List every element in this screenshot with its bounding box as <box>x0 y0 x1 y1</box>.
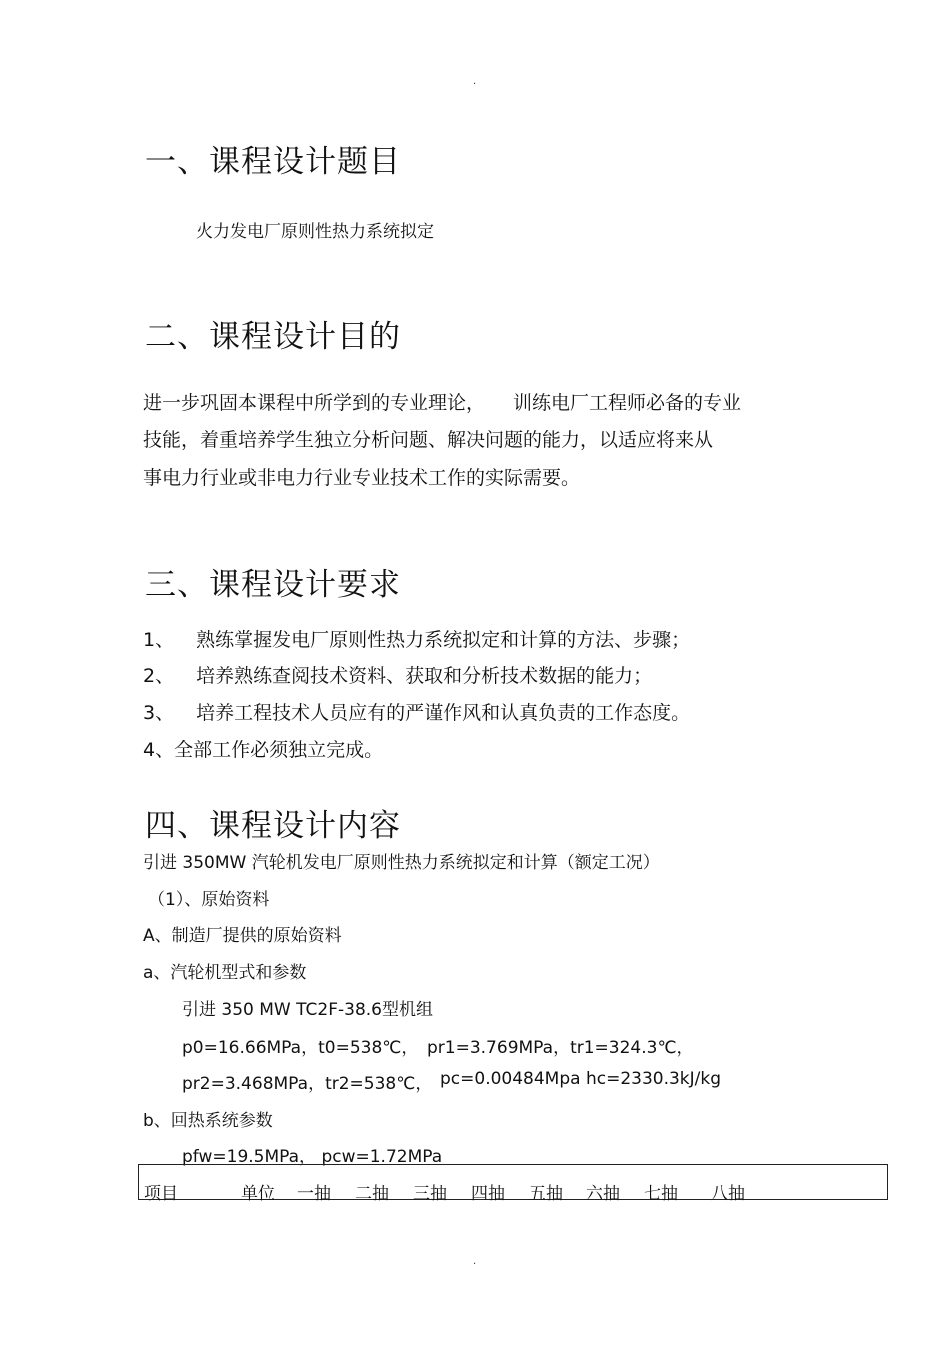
table-header: 五抽 <box>529 1184 563 1204</box>
feedwater-pressure: pfw=19.5MPa， pcw=1.72MPa <box>182 1147 443 1167</box>
param-line-2-right: pc=0.00484Mpa hc=2330.3kJ/kg <box>440 1069 722 1089</box>
section-4-intro: 引进 350MW 汽轮机发电厂原则性热力系统拟定和计算（额定工况） <box>143 853 660 873</box>
section-1-heading: 一、课程设计题目 <box>145 144 401 180</box>
extraction-table <box>138 1164 888 1204</box>
regen-system-label: b、回热系统参数 <box>143 1111 273 1131</box>
table-header: 三抽 <box>413 1184 447 1204</box>
requirement-item-3 <box>143 698 690 725</box>
requirement-item-1 <box>143 625 690 652</box>
requirement-num: 1、 <box>143 629 175 651</box>
requirement-num: 4、 <box>143 739 175 761</box>
requirement-item-2 <box>143 661 652 688</box>
requirement-text: 全部工作必须独立完成。 <box>174 739 384 761</box>
table-header: 七抽 <box>644 1184 678 1204</box>
turbine-model: 引进 350 MW TC2F-38.6型机组 <box>182 1000 433 1020</box>
section-2-line-3: 事电力行业或非电力行业专业技术工作的实际需要。 <box>143 467 581 489</box>
section-2-line-2: 技能，着重培养学生独立分析问题、解决问题的能力，以适应将来从 <box>143 429 714 451</box>
section-4-heading: 四、课程设计内容 <box>145 808 401 844</box>
table-header: 项目 <box>144 1184 178 1204</box>
table-header: 八抽 <box>711 1184 745 1204</box>
table-header: 六抽 <box>586 1184 620 1204</box>
requirement-item-4 <box>143 735 383 762</box>
requirement-num: 3、 <box>143 702 175 724</box>
requirement-text: 培养熟练查阅技术资料、获取和分析技术数据的能力； <box>196 665 653 687</box>
table-header: 二抽 <box>355 1184 389 1204</box>
requirement-text: 熟练掌握发电厂原则性热力系统拟定和计算的方法、步骤； <box>196 629 691 651</box>
table-header: 一抽 <box>297 1184 331 1204</box>
section-3-heading: 三、课程设计要求 <box>145 567 401 603</box>
section-2-heading: 二、课程设计目的 <box>145 319 401 355</box>
param-line-1-left: p0=16.66MPa，t0=538℃， <box>182 1038 419 1058</box>
section-2-line-1b: 训练电厂工程师必备的专业 <box>513 392 742 414</box>
requirement-text: 培养工程技术人员应有的严谨作风和认真负责的工作态度。 <box>196 702 691 724</box>
footer-mark: . <box>473 1256 477 1267</box>
section-2-line-1a: 进一步巩固本课程中所学到的专业理论， <box>143 392 486 414</box>
manufacturer-data-label: A、制造厂提供的原始资料 <box>143 926 342 946</box>
table-header: 单位 <box>241 1184 275 1204</box>
section-1-body: 火力发电厂原则性热力系统拟定 <box>196 222 434 242</box>
table-header: 四抽 <box>471 1184 505 1204</box>
turbine-type-label: a、汽轮机型式和参数 <box>143 963 307 983</box>
param-line-2-left: pr2=3.468MPa，tr2=538℃， <box>182 1074 433 1094</box>
raw-data-label: （1）、原始资料 <box>148 890 270 910</box>
param-line-1-right: pr1=3.769MPa，tr1=324.3℃， <box>427 1038 694 1058</box>
section-2-line-1 <box>143 388 741 415</box>
requirement-num: 2、 <box>143 665 175 687</box>
header-mark: . <box>473 76 477 87</box>
